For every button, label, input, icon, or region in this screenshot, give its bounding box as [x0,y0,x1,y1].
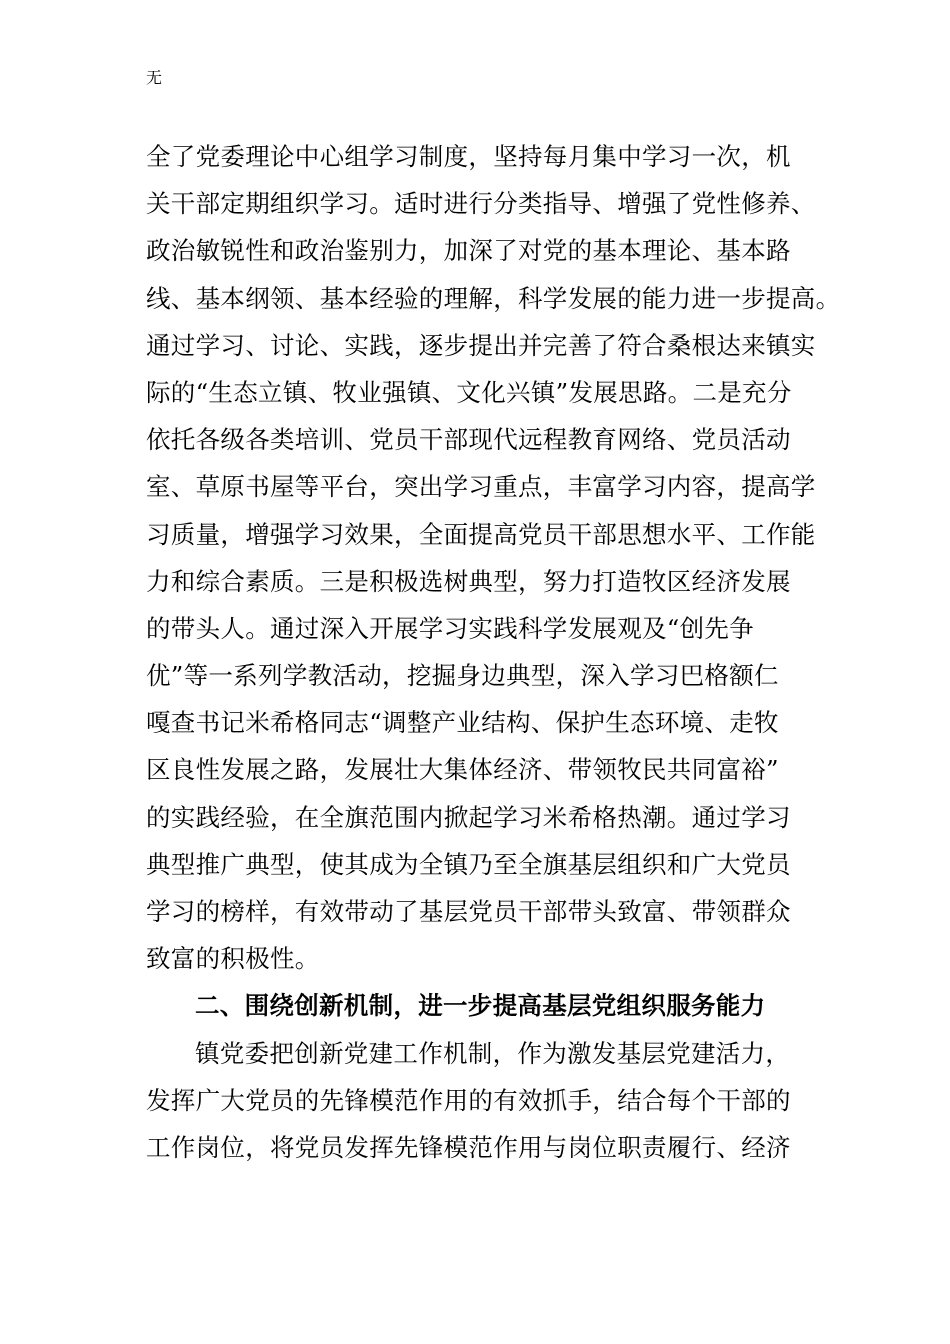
paragraph-line: 典型推广典型，使其成为全镇乃至全旗基层组织和广大党员 [146,849,791,879]
paragraph-line: 学习的榜样，有效带动了基层党员干部带头致富、带领群众 [146,897,791,926]
paragraph-line: 镇党委把创新党建工作机制，作为激发基层党建活力， [195,1038,791,1068]
document-body [146,133,841,1171]
paragraph-line: 室、草原书屋等平台，突出学习重点，丰富学习内容，提高学 [146,472,816,502]
paragraph-line: 嘎查书记米希格同志“调整产业结构、保护生态环境、走牧 [146,708,779,738]
header-mark: 无 [146,68,163,87]
paragraph-line: 线、基本纲领、基本经验的理解，科学发展的能力进一步提高。 [146,283,841,313]
paragraph-line: 力和综合素质。三是积极选树典型，努力打造牧区经济发展 [146,566,791,596]
paragraph-line: 发挥广大党员的先锋模范作用的有效抓手，结合每个干部的 [146,1085,791,1115]
paragraph-line: 际的“生态立镇、牧业强镇、文化兴镇”发展思路。二是充分 [146,377,792,407]
paragraph-line: 政治敏锐性和政治鉴别力，加深了对党的基本理论、基本路 [146,236,791,266]
paragraph-line: 依托各级各类培训、党员干部现代远程教育网络、党员活动 [146,425,791,455]
paragraph-line: 关干部定期组织学习。适时进行分类指导、增强了党性修养、 [146,189,816,219]
paragraph-line: 区良性发展之路，发展壮大集体经济、带领牧民共同富裕” [146,755,779,785]
paragraph-line: 致富的积极性。 [146,944,320,974]
paragraph-line: 优”等一系列学教活动，挖掘身边典型，深入学习巴格额仁 [146,661,779,691]
paragraph-line: 的实践经验，在全旗范围内掀起学习米希格热潮。通过学习 [146,802,791,832]
paragraph-line: 通过学习、讨论、实践，逐步提出并完善了符合桑根达来镇实 [146,330,816,360]
paragraph-line: 全了党委理论中心组学习制度，坚持每月集中学习一次，机 [146,142,791,171]
paragraph-line: 的带头人。通过深入开展学习实践科学发展观及“创先争 [146,613,755,643]
paragraph-line: 习质量，增强学习效果，全面提高党员干部思想水平、工作能 [146,519,816,549]
section-heading: 二、围绕创新机制，进一步提高基层党组织服务能力 [195,991,766,1021]
paragraph-line: 工作岗位，将党员发挥先锋模范作用与岗位职责履行、经济 [146,1132,791,1162]
